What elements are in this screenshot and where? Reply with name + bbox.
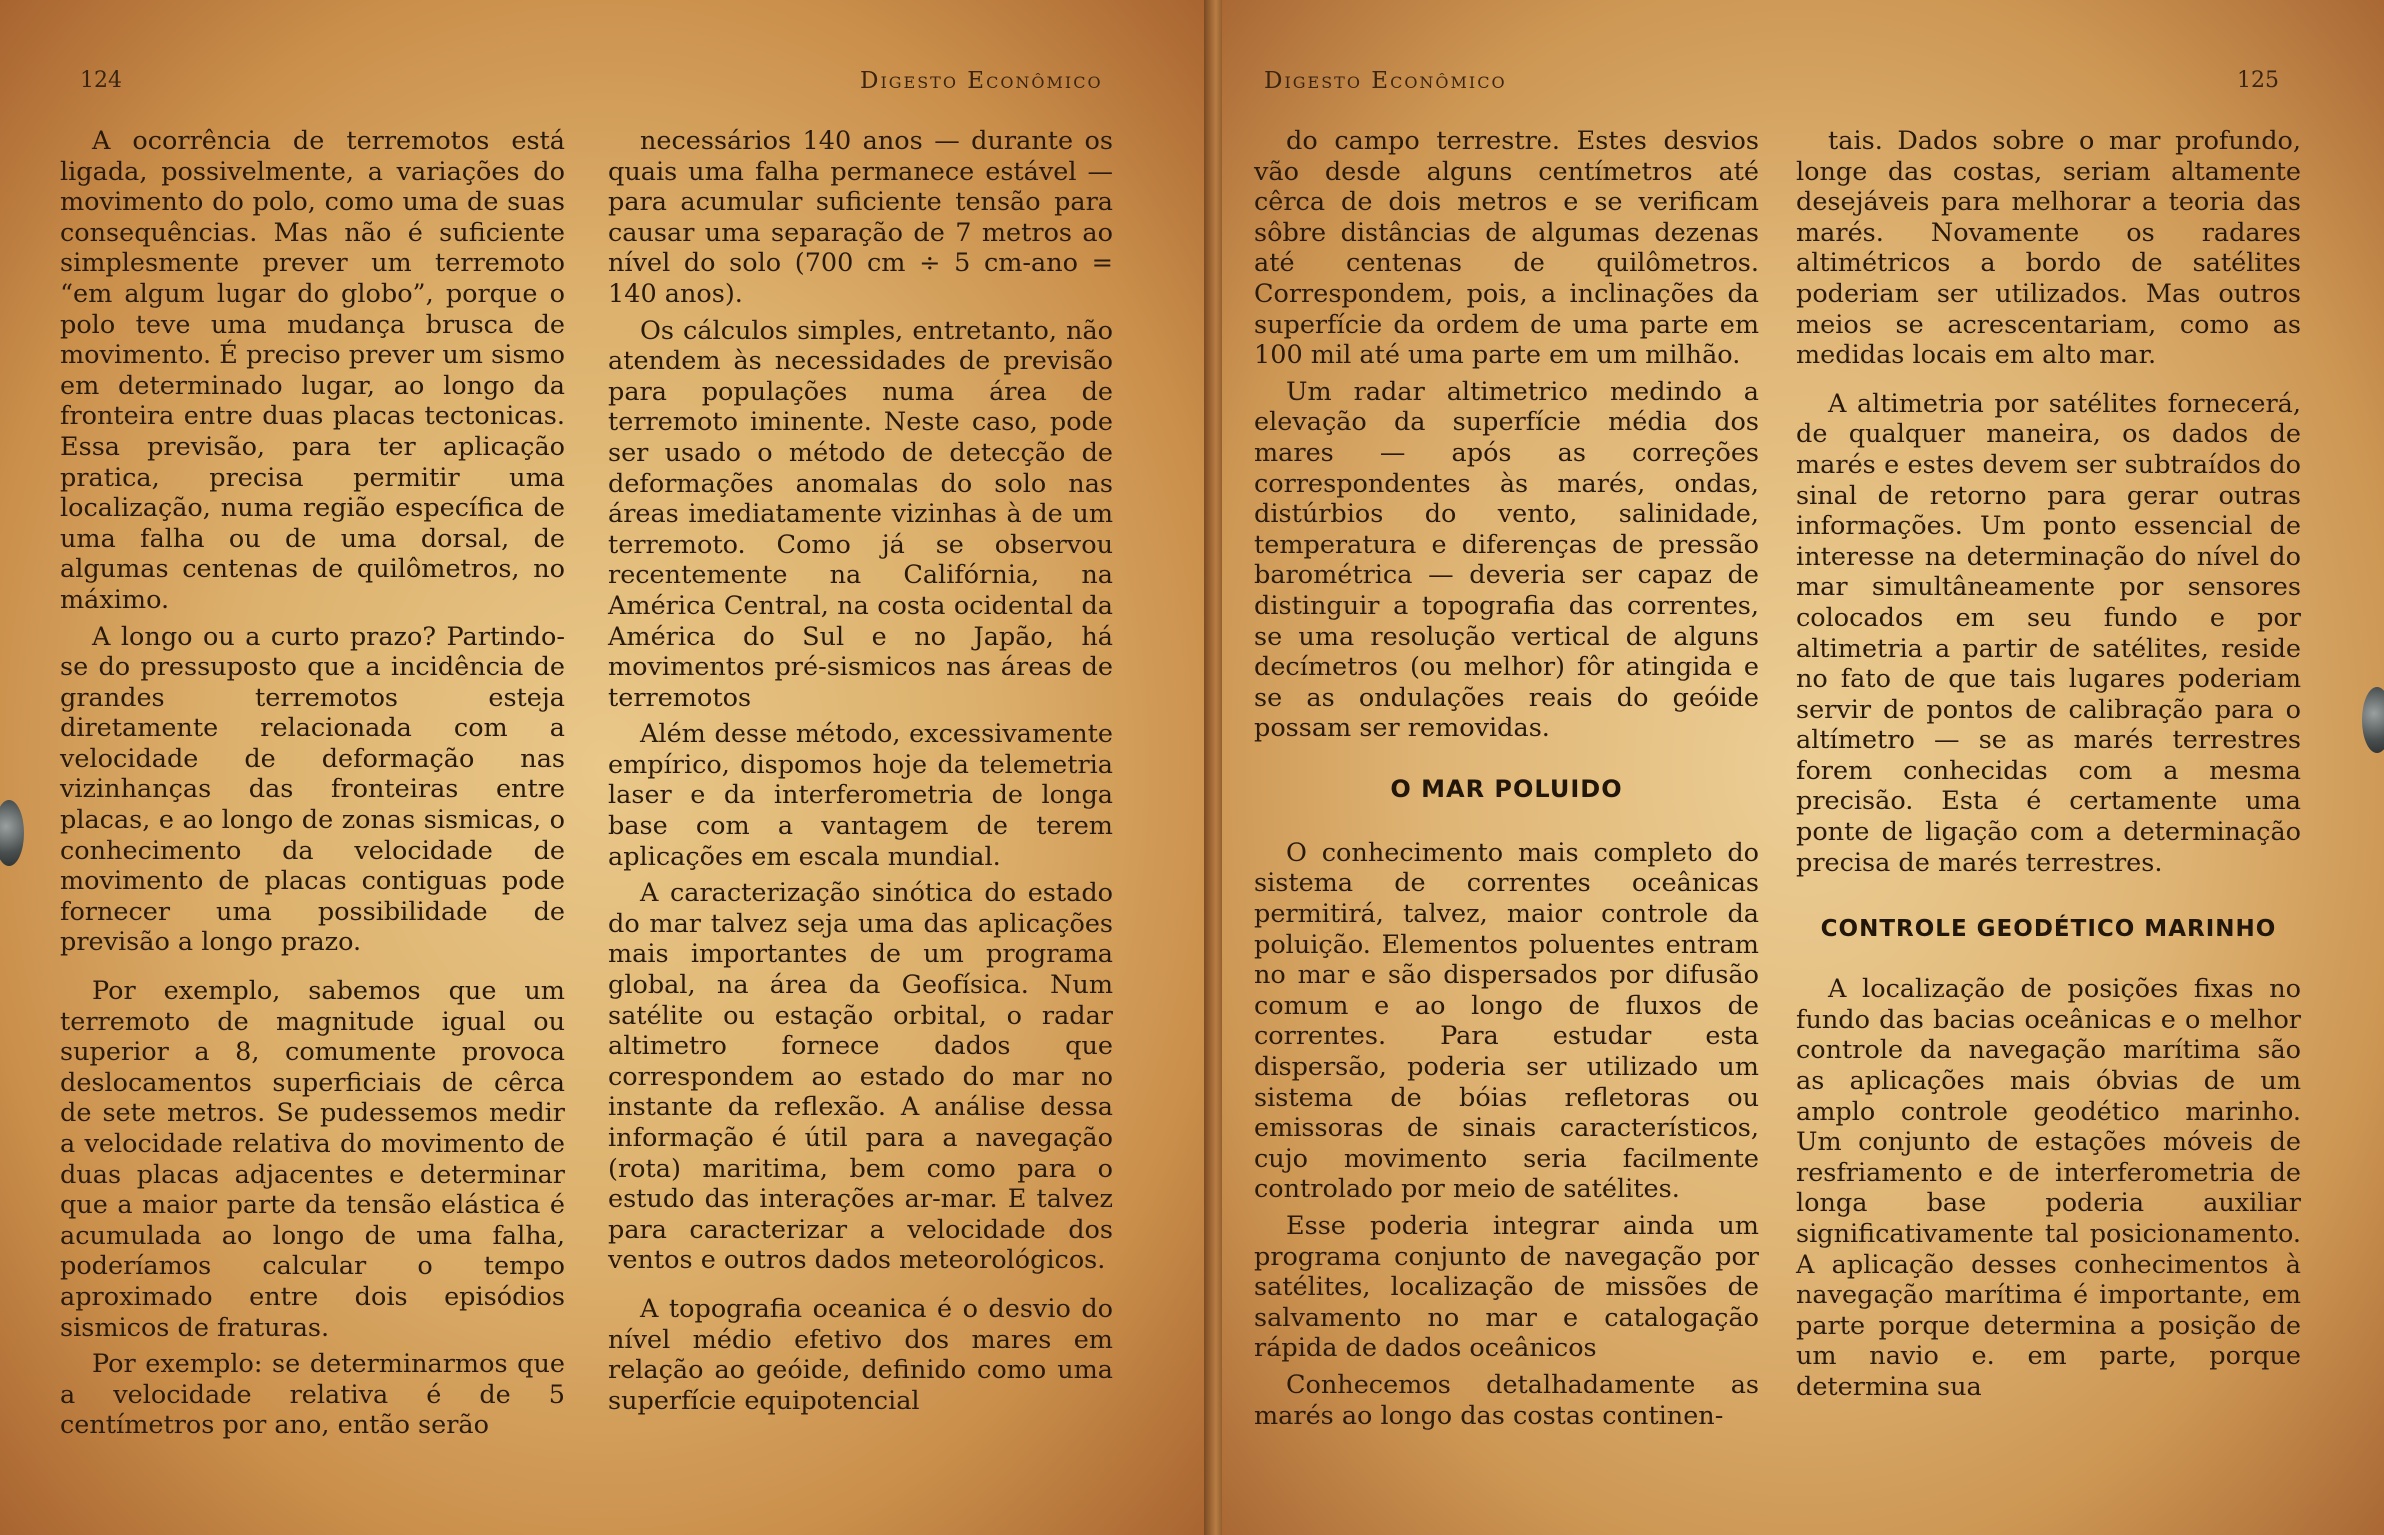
paragraph: A caracterização sinótica do estado do mar talvez seja uma das aplicações mais importantes de um programa global, na área da Geofísica. Num satélite ou estação orbital, o radar altimetro fornece dados que correspondem ao estado do mar no instante da reflexão. A análise dessa informação é útil para a navegação (rota) maritima, bem como para o estudo das interações ar-mar. E talvez para caracterizar a velocidade dos ventos e outros dados meteorológicos. <box>608 878 1113 1276</box>
paragraph: A altimetria por satélites fornecerá, de qualquer maneira, os dados de marés e estes devem ser subtraídos do sinal de retorno para gerar outras informações. Um ponto essencial de interesse na determinação do nível do mar simultâneamente por sensores colocados em seu fundo e por altimetria a partir de satélites, reside no fato de que tais lugares poderiam servir de pontos de calibração para o altímetro — se as marés terrestres forem conhecidas com a mesma precisão. Esta é certamente uma ponte de ligação com a determinação precisa de marés terrestres. <box>1796 388 2301 878</box>
left-column-1 <box>60 126 565 1441</box>
right-page <box>1222 0 2384 1535</box>
binder-rivet <box>0 800 24 866</box>
paragraph: Conhecemos detalhadamente as marés ao longo das costas continen- <box>1254 1369 1759 1431</box>
paragraph: tais. Dados sobre o mar profundo, longe das costas, seriam altamente desejáveis para melhorar a teoria das marés. Novamente os radares altimétricos a bordo de satélites poderiam ser utilizados. Mas outros meios se acrescentariam, como as medidas locais em alto mar. <box>1796 126 2301 371</box>
section-heading: O MAR POLUIDO <box>1390 774 1623 803</box>
paragraph: Esse poderia integrar ainda um programa conjunto de navegação por satélites, localização de missões de salvamento no mar e catalogação rápida de dados oceânicos <box>1254 1211 1759 1364</box>
paragraph: A topografia oceanica é o desvio do nível médio efetivo dos mares em relação ao geóide, definido como uma superfície equipotencial <box>608 1293 1113 1416</box>
running-head-left: Digesto Econômico <box>860 68 1103 94</box>
left-column-2 <box>608 126 1113 1416</box>
paragraph: A localização de posições fixas no fundo das bacias oceânicas e o melhor controle da navegação marítima são as aplicações mais óbvias de um amplo controle geodético marinho. Um conjunto de estações móveis de resfriamento e de interferometria de longa base poderia auxiliar significativamente tal posicionamento. A aplicação desses conhecimentos à navegação marítima é importante, em parte porque determina a posição de um navio e. em parte, porque determina sua <box>1796 974 2301 1402</box>
paragraph: A ocorrência de terremotos está ligada, possivelmente, a variações do movimento do polo, como uma de suas consequências. Mas não é suficiente simplesmente prever um terremoto “em algum lugar do globo”, porque o polo teve uma mudança brusca de movimento. É preciso prever um sismo em determinado lugar, ao longo da fronteira entre duas placas tectonicas. Essa previsão, para ter aplicação pratica, precisa permitir uma localização, numa região específica de uma falha ou de uma dorsal, de algumas centenas de quilômetros, no máximo. <box>60 126 565 615</box>
page-number-left: 124 <box>80 68 122 93</box>
paragraph: Um radar altimetrico medindo a elevação da superfície média dos mares — após as correções correspondentes às marés, ondas, distúrbios do vento, salinidade, temperatura e diferenças de pressão barométrica — deveria ser capaz de distinguir a topografia das correntes, se uma resolução vertical de alguns decímetros (ou melhor) fôr atingida e se as ondulações reais do geóide possam ser removidas. <box>1254 376 1759 744</box>
paragraph: A longo ou a curto prazo? Partindo-se do pressuposto que a incidência de grandes terremotos esteja diretamente relacionada com a velocidade de deformação nas vizinhanças das fronteiras entre placas, e ao longo de zonas sismicas, o conhecimento da velocidade de movimento de placas contiguas pode fornecer uma possibilidade de previsão a longo prazo. <box>60 621 565 958</box>
paragraph: Além desse método, excessivamente empírico, dispomos hoje da telemetria laser e da interferometria de longa base com a vantagem de terem aplicações em escala mundial. <box>608 719 1113 872</box>
binder-rivet <box>2362 687 2384 753</box>
section-heading: CONTROLE GEODÉTICO MARINHO <box>1820 916 2277 943</box>
right-column-2 <box>1796 126 2301 1403</box>
right-column-1 <box>1254 126 1759 1431</box>
paragraph: Os cálculos simples, entretanto, não atendem às necessidades de previsão para populações numa área de terremoto iminente. Neste caso, pode ser usado o método de detecção de deformações anomalas do solo nas áreas imediatamente vizinhas à de um terremoto. Como já se observou recentemente na Califórnia, na América Central, na costa ocidental da América do Sul e no Japão, há movimentos pré-sismicos nas áreas de terremotos <box>608 315 1113 713</box>
paragraph: do campo terrestre. Estes desvios vão desde alguns centímetros até cêrca de dois metros e se verificam sôbre distâncias de algumas dezenas até centenas de quilômetros. Correspondem, pois, a inclinações da superfície da ordem de uma parte em 100 mil até uma parte em um milhão. <box>1254 126 1759 371</box>
paragraph: Por exemplo, sabemos que um terremoto de magnitude igual ou superior a 8, comumente provoca deslocamentos superficiais de cêrca de sete metros. Se pudessemos medir a velocidade relativa do movimento de duas placas adjacentes e determinar que a maior parte da tensão elástica é acumulada ao longo de uma falha, poderíamos calcular o tempo aproximado entre dois episódios sismicos de fraturas. <box>60 976 565 1343</box>
paragraph: necessários 140 anos — durante os quais uma falha permanece estável — para acumular suficiente tensão para causar uma separação de 7 metros ao nível do solo (700 cm ÷ 5 cm-ano = 140 anos). <box>608 126 1113 309</box>
page-number-right: 125 <box>2237 68 2279 93</box>
paragraph: O conhecimento mais completo do sistema de correntes oceânicas permitirá, talvez, maior controle da poluição. Elementos poluentes entram no mar e são dispersados por difusão comum e ao longo de fluxos de correntes. Para estudar esta dispersão, poderia ser utilizado um sistema de bóias refletoras ou emissoras de sinais característicos, cujo movimento seria facilmente controlado por meio de satélites. <box>1254 837 1759 1205</box>
paragraph: Por exemplo: se determinarmos que a velocidade relativa é de 5 centímetros por ano, então serão <box>60 1349 565 1441</box>
running-head-right: Digesto Econômico <box>1264 68 1507 94</box>
